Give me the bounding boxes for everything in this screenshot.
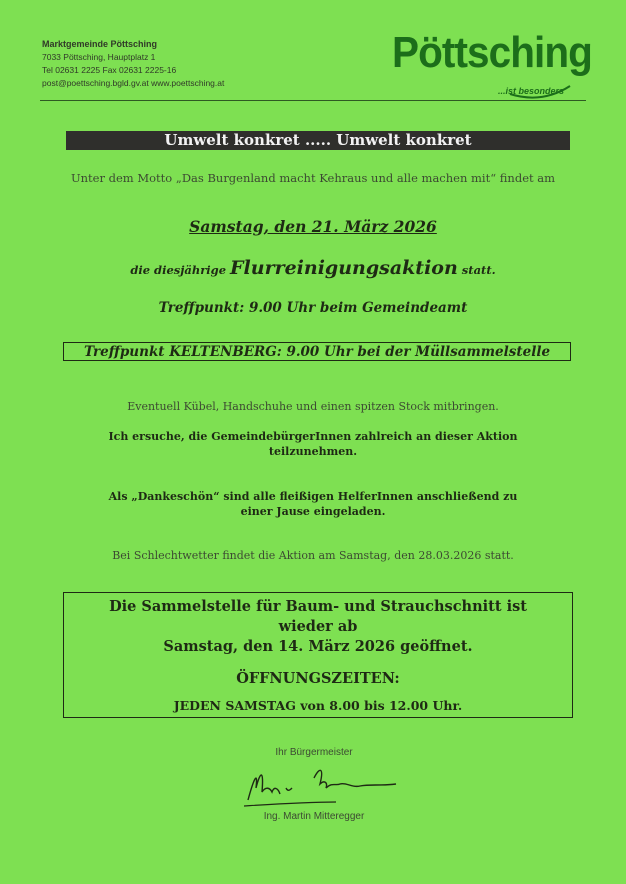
logo-tagline: ...ist besonders	[497, 86, 564, 96]
opening-hours-title: ÖFFNUNGSZEITEN:	[236, 670, 400, 687]
mayor-title: Ihr Bürgermeister	[275, 747, 353, 758]
banner-heading: Umwelt konkret ..... Umwelt konkret	[66, 131, 570, 150]
signature-image	[236, 758, 406, 818]
municipality-logo	[392, 24, 592, 104]
logo-wordmark: Pöttsching	[392, 28, 592, 77]
collection-line2: Samstag, den 14. März 2026 geöffnet.	[163, 638, 473, 655]
action-title: Flurreinigungsaktion	[230, 257, 458, 279]
meeting-point-keltenberg: Treffpunkt KELTENBERG: 9.00 Uhr bei der Müllsammelstelle	[63, 342, 571, 361]
org-name: Marktgemeinde Pöttsching	[42, 39, 158, 49]
phone-line: Tel 02631 2225 Fax 02631 2225-16	[42, 65, 177, 75]
contact-line: post@poettsching.bgld.gv.at www.poettsching.at	[42, 78, 225, 88]
bad-weather-text: Bei Schlechtwetter findet die Aktion am Samstag, den 28.03.2026 statt.	[112, 549, 514, 562]
action-post: statt.	[461, 263, 496, 277]
request-text: Ich ersuche, die GemeindebürgerInnen zahlreich an dieser Aktion teilzunehmen.	[108, 430, 518, 458]
collection-box	[63, 592, 573, 718]
opening-hours: JEDEN SAMSTAG von 8.00 bis 12.00 Uhr.	[173, 698, 463, 713]
logo-swoosh-icon	[392, 24, 592, 104]
meeting-point: Treffpunkt: 9.00 Uhr beim Gemeindeamt	[158, 300, 468, 316]
header-divider	[40, 100, 586, 101]
action-pre: die diesjährige	[130, 263, 227, 277]
intro-text: Unter dem Motto „Das Burgenland macht Kehraus und alle machen mit“ findet am	[70, 171, 556, 185]
thanks-text: Als „Dankeschön“ sind alle fleißigen HelferInnen anschließend zu einer Jause eingeladen.	[108, 490, 518, 518]
bring-text: Eventuell Kübel, Handschuhe und einen spitzen Stock mitbringen.	[127, 400, 499, 413]
event-date: Samstag, den 21. März 2026	[189, 217, 437, 236]
action-line	[40, 257, 586, 279]
collection-line1: Die Sammelstelle für Baum- und Strauchschnitt ist wieder ab	[109, 598, 527, 635]
letterhead-address	[42, 38, 224, 90]
mayor-name: Ing. Martin Mitteregger	[263, 811, 365, 822]
address-line: 7033 Pöttsching, Hauptplatz 1	[42, 52, 156, 62]
